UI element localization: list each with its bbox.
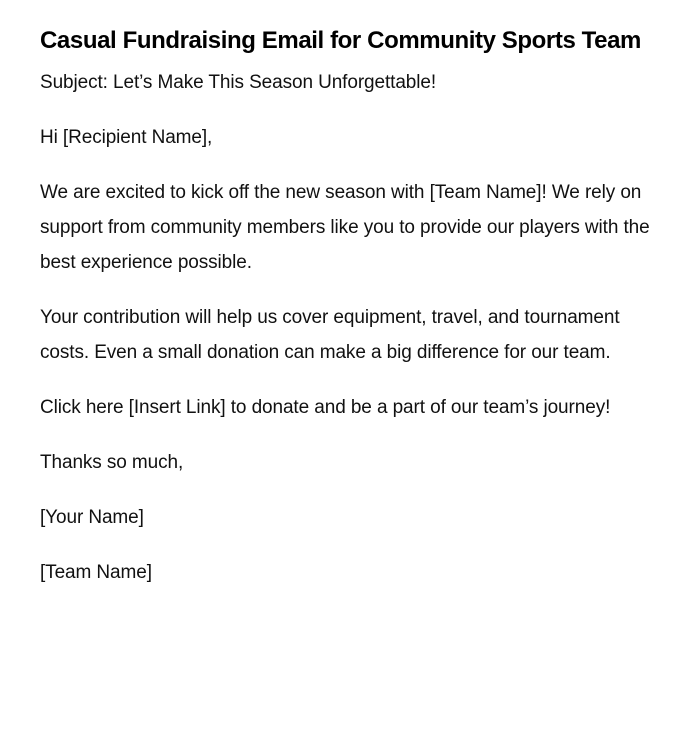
signature-name: [Your Name] bbox=[40, 507, 144, 528]
email-closing: Thanks so much, bbox=[40, 452, 184, 473]
document-title: Casual Fundraising Email for Community Sports Team bbox=[40, 27, 641, 54]
body-paragraph-call-to-action: Click here [Insert Link] to donate and be a part of our team’s journey! bbox=[40, 397, 611, 418]
signature-team: [Team Name] bbox=[40, 562, 152, 583]
body-paragraph-contribution: Your contribution will help us cover equipment, travel, and tournament costs. Even a small donation can make a big difference for our team. bbox=[40, 307, 620, 363]
email-greeting: Hi [Recipient Name], bbox=[40, 127, 213, 148]
email-subject: Subject: Let’s Make This Season Unforgettable! bbox=[40, 72, 437, 93]
body-paragraph-intro: We are excited to kick off the new season with [Team Name]! We rely on support from community members like you to provide our players with the best experience possible. bbox=[40, 182, 650, 273]
